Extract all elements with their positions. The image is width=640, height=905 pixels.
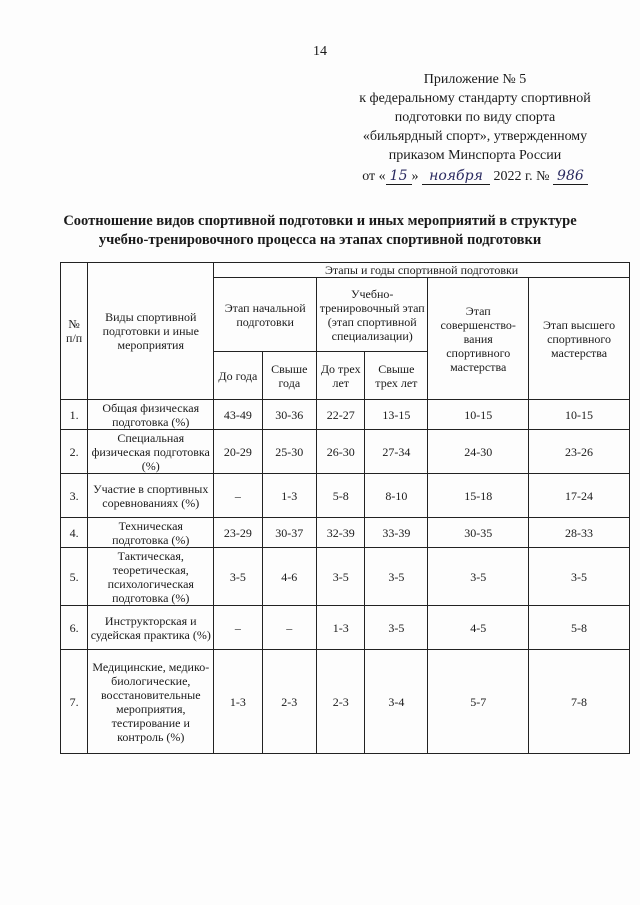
cell-value: 4-6: [262, 548, 317, 606]
row-type: Специальная физическая подготовка (%): [88, 430, 214, 474]
cell-value: 30-37: [262, 518, 317, 548]
cell-value: 1-3: [317, 606, 365, 650]
appendix-date-line: [330, 167, 620, 186]
cell-value: 13-15: [365, 400, 428, 430]
document-title: [40, 212, 600, 250]
appendix-block: [330, 70, 620, 186]
cell-value: 30-35: [428, 518, 529, 548]
cell-value: 1-3: [214, 650, 262, 754]
row-num: 1.: [61, 400, 88, 430]
header-improvement-stage: Этап совершенство-вания спортивного мастерства: [428, 278, 529, 400]
row-num: 6.: [61, 606, 88, 650]
cell-value: 17-24: [529, 474, 630, 518]
table-row: [61, 474, 630, 518]
table-row: [61, 430, 630, 474]
cell-value: 3-5: [428, 548, 529, 606]
cell-value: 23-29: [214, 518, 262, 548]
cell-value: 26-30: [317, 430, 365, 474]
cell-value: 24-30: [428, 430, 529, 474]
appendix-line: подготовки по виду спорта: [394, 110, 556, 125]
cell-value: 25-30: [262, 430, 317, 474]
appendix-line: «бильярдный спорт», утвержденному: [362, 129, 588, 144]
handwritten-order-number: 986: [553, 168, 588, 185]
title-line: Соотношение видов спортивной подготовки и иных мероприятий в структуре: [63, 213, 577, 229]
appendix-line: приказом Минспорта России: [388, 148, 562, 163]
cell-value: –: [214, 474, 262, 518]
header-stages: Этапы и годы спортивной подготовки: [214, 263, 630, 278]
title-line: учебно-тренировочного процесса на этапах спортивной подготовки: [98, 232, 542, 248]
ratio-table: [60, 262, 630, 754]
cell-value: 32-39: [317, 518, 365, 548]
cell-value: 5-7: [428, 650, 529, 754]
table-row: [61, 650, 630, 754]
appendix-line: Приложение № 5: [423, 72, 527, 87]
cell-value: 3-5: [214, 548, 262, 606]
cell-value: 10-15: [428, 400, 529, 430]
header-training-upto: До трех лет: [317, 352, 365, 400]
header-initial-stage: Этап начальной подготовки: [214, 278, 317, 352]
cell-value: 43-49: [214, 400, 262, 430]
table-row: [61, 518, 630, 548]
header-initial-over: Свыше года: [262, 352, 317, 400]
cell-value: 3-5: [365, 548, 428, 606]
cell-value: 1-3: [262, 474, 317, 518]
row-type: Общая физическая подготовка (%): [88, 400, 214, 430]
cell-value: 3-4: [365, 650, 428, 754]
row-type: Участие в спортивных соревнованиях (%): [88, 474, 214, 518]
cell-value: 22-27: [317, 400, 365, 430]
handwritten-day: 15: [386, 168, 412, 185]
header-training-stage: Учебно-тренировочный этап (этап спортивной специализации): [317, 278, 428, 352]
cell-value: 28-33: [529, 518, 630, 548]
date-year: 2022 г. №: [493, 169, 550, 184]
cell-value: 4-5: [428, 606, 529, 650]
table-row: [61, 606, 630, 650]
cell-value: –: [262, 606, 317, 650]
header-initial-upto: До года: [214, 352, 262, 400]
handwritten-month: ноября: [422, 168, 490, 185]
page-number: 14: [313, 44, 327, 59]
cell-value: 3-5: [317, 548, 365, 606]
row-type: Инструкторская и судейская практика (%): [88, 606, 214, 650]
cell-value: 33-39: [365, 518, 428, 548]
header-training-over: Свыше трех лет: [365, 352, 428, 400]
appendix-line: к федеральному стандарту спортивной: [359, 91, 591, 106]
row-num: 2.: [61, 430, 88, 474]
cell-value: 27-34: [365, 430, 428, 474]
cell-value: 2-3: [262, 650, 317, 754]
cell-value: 7-8: [529, 650, 630, 754]
cell-value: 23-26: [529, 430, 630, 474]
row-num: 7.: [61, 650, 88, 754]
cell-value: 3-5: [365, 606, 428, 650]
header-highest-stage: Этап высшего спортивного мастерства: [529, 278, 630, 400]
table-row: [61, 548, 630, 606]
cell-value: 5-8: [529, 606, 630, 650]
header-type: Виды спортивной подготовки и иные мероприятия: [88, 263, 214, 400]
row-num: 3.: [61, 474, 88, 518]
table-row: [61, 400, 630, 430]
header-num: № п/п: [61, 263, 88, 400]
cell-value: 10-15: [529, 400, 630, 430]
cell-value: 2-3: [317, 650, 365, 754]
cell-value: –: [214, 606, 262, 650]
cell-value: 8-10: [365, 474, 428, 518]
row-type: Медицинские, медико-биологические, восстановительные мероприятия, тестирование и контроль (%): [88, 650, 214, 754]
date-mid: »: [411, 169, 419, 184]
cell-value: 30-36: [262, 400, 317, 430]
cell-value: 3-5: [529, 548, 630, 606]
row-num: 5.: [61, 548, 88, 606]
row-num: 4.: [61, 518, 88, 548]
date-prefix: от «: [362, 169, 386, 184]
cell-value: 15-18: [428, 474, 529, 518]
cell-value: 20-29: [214, 430, 262, 474]
cell-value: 5-8: [317, 474, 365, 518]
row-type: Техническая подготовка (%): [88, 518, 214, 548]
row-type: Тактическая, теоретическая, психологическая подготовка (%): [88, 548, 214, 606]
